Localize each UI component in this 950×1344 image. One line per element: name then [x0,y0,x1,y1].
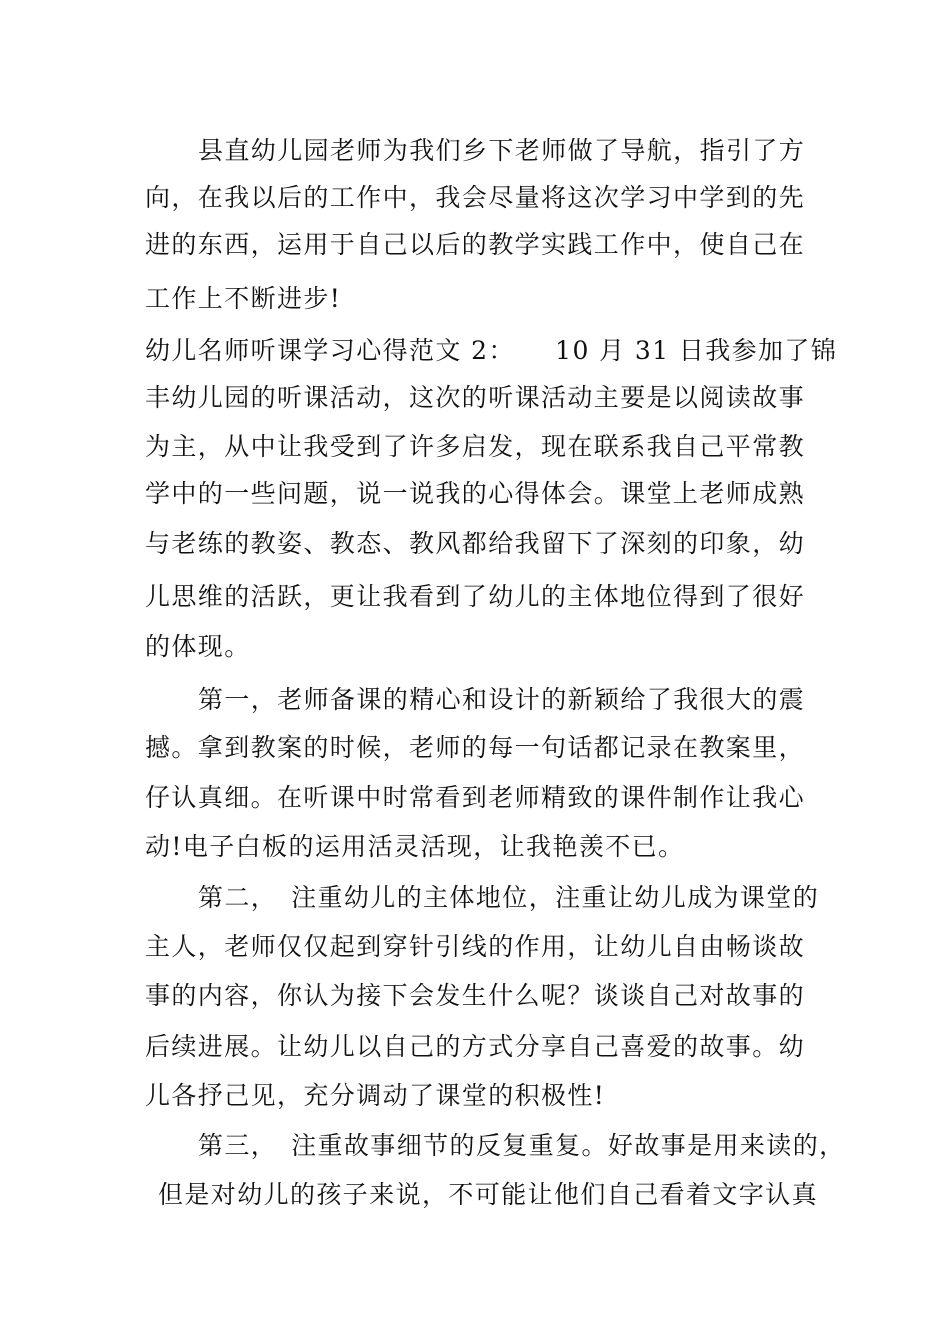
paragraph-1-line-4: 工作上不断进步! [145,284,342,313]
paragraph-5-line-1: 第三， 注重故事细节的反复重复。好故事是用来读的， [198,1131,846,1160]
paragraph-2-line-5: 与老练的教姿、教态、教风都给我留下了深刻的印象，幼 [145,529,806,558]
paragraph-3-line-1: 第一，老师备课的精心和设计的新颖给了我很大的震 [198,685,806,714]
paragraph-2-line-1: 幼儿名师听课学习心得范文 2： 10 月 31 日我参加了锦 [145,336,838,365]
paragraph-4-line-1: 第二， 注重幼儿的主体地位，注重让幼儿成为课堂的 [198,883,820,912]
paragraph-2-line-2: 丰幼儿园的听课活动，这次的听课活动主要是以阅读故事 [145,383,806,412]
paragraph-4-line-3: 事的内容，你认为接下会发生什么呢？谈谈自己对故事的 [145,981,806,1010]
paragraph-2-line-3: 为主，从中让我受到了许多启发，现在联系我自己平常教 [145,432,806,461]
paragraph-1-line-2: 向，在我以后的工作中，我会尽量将这次学习中学到的先 [145,183,806,212]
paragraph-3-line-2: 撼。拿到教案的时候，老师的每一句话都记录在教案里， [145,733,806,762]
paragraph-2-line-7: 的体现。 [145,632,251,661]
paragraph-2-line-4: 学中的一些问题，说一说我的心得体会。课堂上老师成熟 [145,479,806,508]
paragraph-4-line-4: 后续进展。让幼儿以自己的方式分享自己喜爱的故事。幼 [145,1032,806,1061]
paragraph-3-line-3: 仔认真细。在听课中时常看到老师精致的课件制作让我心 [145,783,806,812]
paragraph-5-line-2: 但是对幼儿的孩子来说，不可能让他们自己看着文字认真 [158,1180,819,1209]
paragraph-2-line-6: 儿思维的活跃，更让我看到了幼儿的主体地位得到了很好 [145,582,806,611]
paragraph-3-line-4: 动!电子白板的运用活灵活现，让我艳羡不已。 [145,832,685,861]
paragraph-4-line-5: 儿各抒己见，充分调动了课堂的积极性! [145,1081,606,1110]
paragraph-4-line-2: 主人，老师仅仅起到穿针引线的作用，让幼儿自由畅谈故 [145,932,806,961]
paragraph-1-line-1: 县直幼儿园老师为我们乡下老师做了导航，指引了方 [198,136,806,165]
paragraph-1-line-3: 进的东西，运用于自己以后的教学实践工作中，使自己在 [145,230,806,259]
